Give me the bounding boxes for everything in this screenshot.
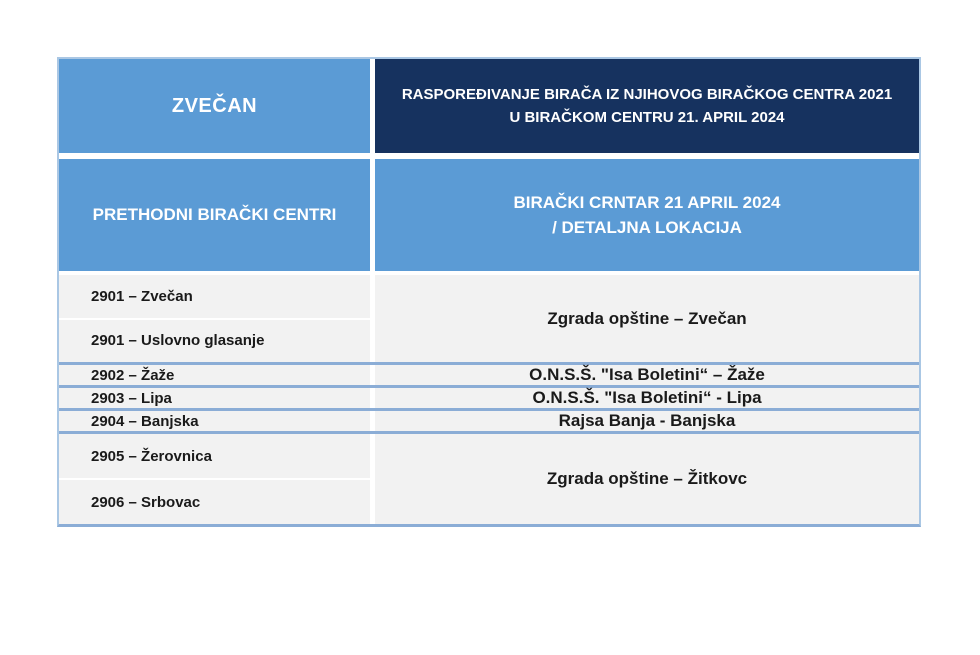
voting-centers-table [57,57,921,527]
table-row [59,388,919,411]
current-center-header-cell [375,159,919,271]
previous-center-cell: 2901 – Uslovno glasanje [59,320,370,363]
previous-center-cell: 2904 – Banjska [59,411,370,431]
previous-center-cell: 2903 – Lipa [59,388,370,408]
header-row [59,59,919,153]
previous-centers-header-cell [59,159,370,271]
previous-centers-header-label: PRETHODNI BIRAČKI CENTRI [92,205,337,225]
table-title-line1: RASPOREĐIVANJE BIRAČA IZ NJIHOVOG BIRAČKOG CENTRA 2021 [401,85,893,103]
location-cell: Zgrada opštine – Zvečan [375,275,919,362]
previous-centers-column [59,411,370,431]
previous-centers-column [59,434,370,524]
current-center-header-line2: / DETALJNA LOKACIJA [552,218,742,237]
table-title-line2: U BIRAČKOM CENTRU 21. APRIL 2024 [509,109,785,126]
previous-center-cell: 2901 – Zvečan [59,275,370,318]
table-row [59,411,919,434]
current-center-header-line1: BIRAČKI CRNTAR 21 APRIL 2024 [513,192,781,212]
table-row [59,365,919,388]
previous-center-cell: 2905 – Žerovnica [59,434,370,478]
municipality-header-cell [59,59,370,153]
subheader-row [59,159,919,271]
table-row [59,434,919,524]
table-title-cell [375,59,919,153]
table-row [59,275,919,365]
location-cell: O.N.S.Š. "Isa Boletini“ - Lipa [375,388,919,408]
previous-centers-column [59,365,370,385]
previous-center-cell: 2906 – Srbovac [59,480,370,524]
municipality-name: ZVEČAN [171,94,258,117]
location-cell: O.N.S.Š. "Isa Boletini“ – Žaže [375,365,919,385]
previous-centers-column [59,275,370,362]
previous-centers-column [59,388,370,408]
previous-center-cell: 2902 – Žaže [59,365,370,385]
location-cell: Rajsa Banja - Banjska [375,411,919,431]
location-cell: Zgrada opštine – Žitkovc [375,434,919,524]
